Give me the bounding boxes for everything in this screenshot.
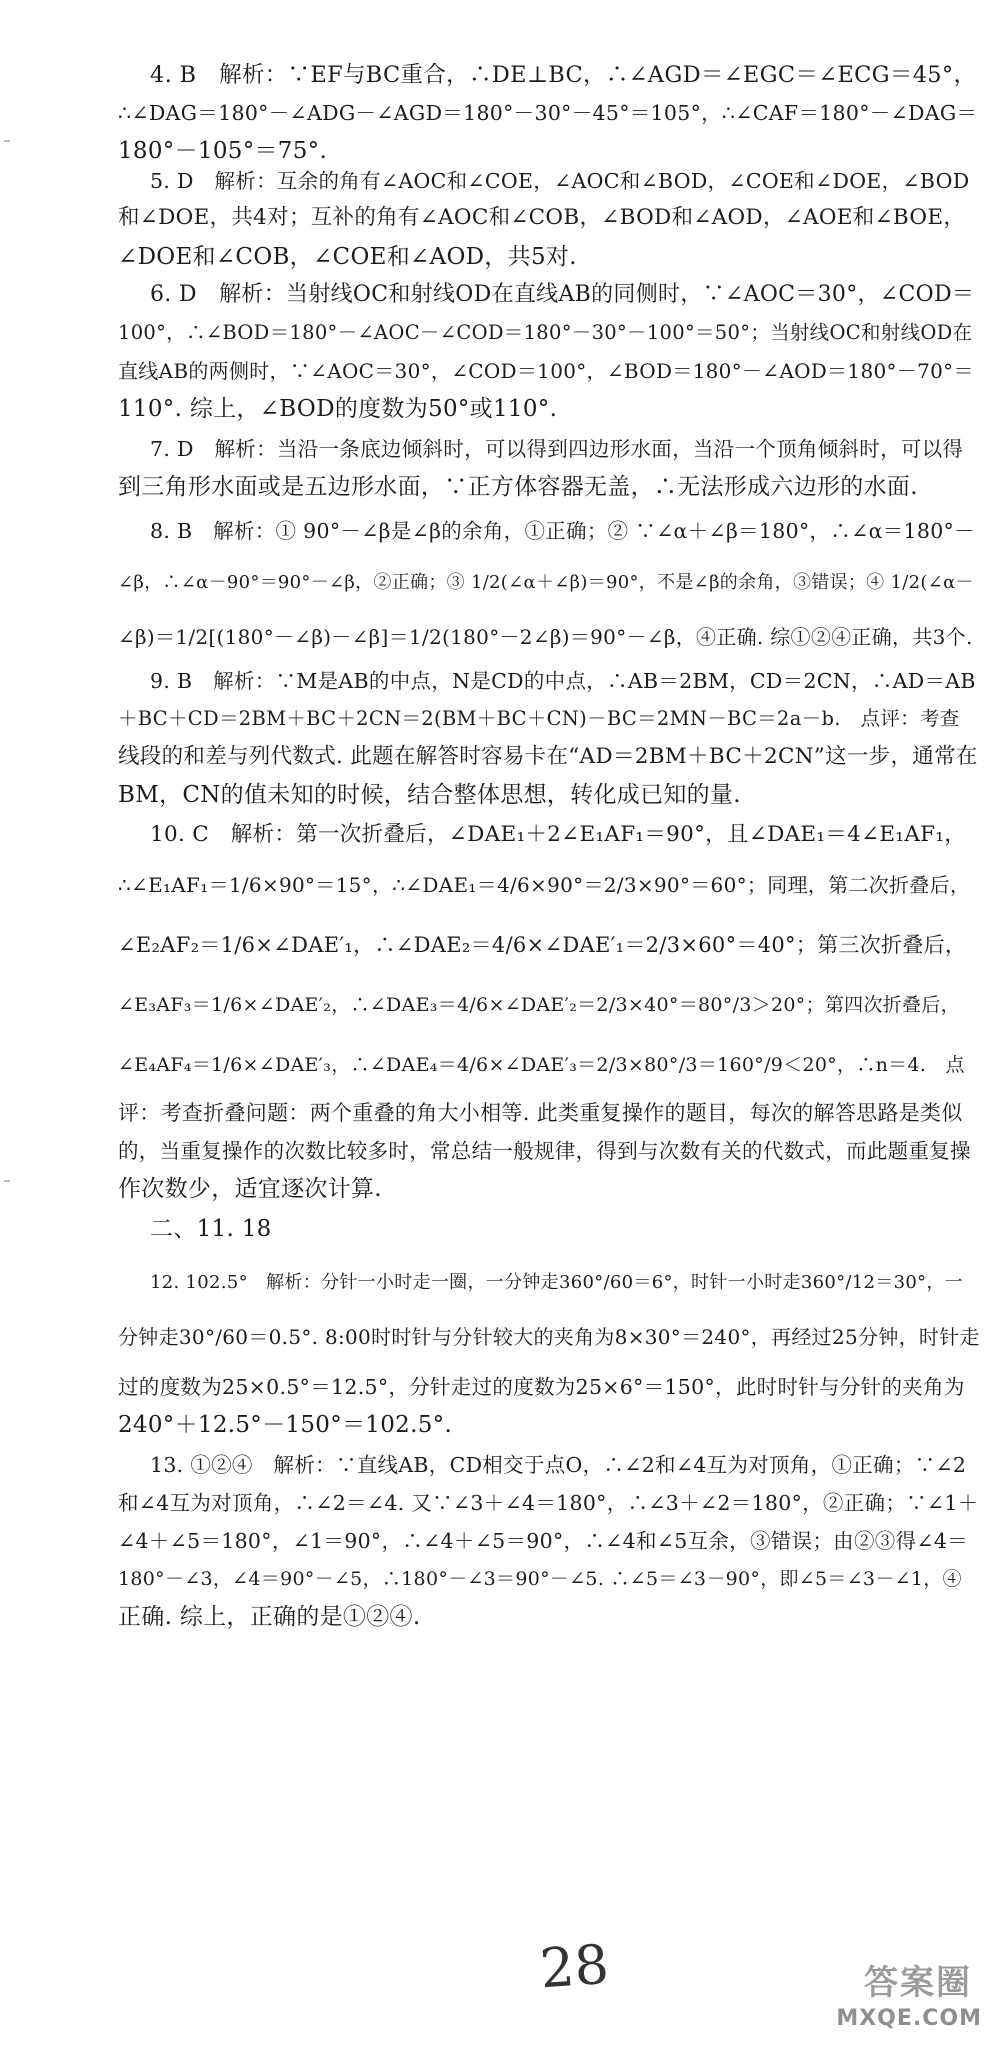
watermark (822, 1955, 982, 2035)
q12-line-3: 过的度数为25×0.5°＝12.5°，分针走过的度数为25×6°＝150°，此时时针与分针的夹角为 (118, 1375, 965, 1399)
handwritten-page-number: 28 (537, 1932, 611, 2001)
q7-line-2: 到三角形水面或是五边形水面，∵正方体容器无盖，∴无法形成六边形的水面. (118, 474, 918, 500)
q9-line-2: ＋BC＋CD＝2BM＋BC＋2CN＝2(BM＋BC＋CN)－BC＝2MN－BC＝2a－b. 点评：考查 (118, 707, 960, 730)
q6-line-1: 6. D 解析：当射线OC和射线OD在直线AB的同侧时，∵∠AOC＝30°，∠COD＝ (150, 282, 975, 307)
q13-line-2: 和∠4互为对顶角，∴∠2＝∠4. 又∵∠3＋∠4＝180°，∴∠3＋∠2＝180°，②正确；∵∠1＋ (118, 1491, 979, 1515)
q8-line-3: ∠β)＝1/2[(180°－∠β)－∠β]＝1/2(180°－2∠β)＝90°－∠β，④正确. 综①②④正确，共3个. (118, 625, 973, 649)
q9-line-3: 线段的和差与列代数式. 此题在解答时容易卡在“AD＝2BM＋BC＋2CN”这一步，通常在 (118, 744, 978, 769)
margin-mark (4, 1180, 10, 1182)
q8-line-2: ∠β，∴∠α－90°＝90°－∠β，②正确；③ 1/2(∠α＋∠β)＝90°，不是∠β的余角，③错误；④ 1/2(∠α－ (118, 572, 974, 593)
watermark-logo: 答案圈 (864, 1963, 972, 2003)
q5-line-2: 和∠DOE，共4对；互补的角有∠AOC和∠COB，∠BOD和∠AOD，∠AOE和∠BOE， (118, 205, 966, 230)
q13-line-3: ∠4＋∠5＝180°，∠1＝90°，∴∠4＋∠5＝90°，∴∠4和∠5互余，③错误；由②③得∠4＝ (118, 1529, 969, 1553)
q12-line-4: 240°＋12.5°－150°＝102.5°. (118, 1412, 453, 1438)
q4-line-3: 180°－105°＝75°. (118, 138, 328, 164)
q13-line-5: 正确. 综上，正确的是①②④. (118, 1604, 421, 1630)
q5-line-3: ∠DOE和∠COB，∠COE和∠AOD，共5对. (118, 244, 577, 270)
q8-line-1: 8. B 解析：① 90°－∠β是∠β的余角，①正确；② ∵∠α＋∠β＝180°，∴∠α＝180°－ (150, 519, 975, 543)
q10-line-6: 评：考查折叠问题：两个重叠的角大小相等. 此类重复操作的题目，每次的解答思路是类似 (118, 1101, 963, 1125)
q10-line-5: ∠E₄AF₄＝1/6×∠DAE′₃，∴∠DAE₄＝4/6×∠DAE′₃＝2/3×80°/3＝160°/9＜20°，∴n＝4. 点 (118, 1054, 965, 1076)
q5-line-1: 5. D 解析：互余的角有∠AOC和∠COE，∠AOC和∠BOD，∠COE和∠DOE，∠BOD (150, 169, 970, 193)
q10-line-7: 的，当重复操作的次数比较多时，常总结一般规律，得到与次数有关的代数式，而此题重复操 (118, 1139, 971, 1163)
q13-line-1: 13. ①②④ 解析：∵直线AB，CD相交于点O，∴∠2和∠4互为对顶角，①正确；∵∠2 (150, 1453, 967, 1477)
margin-mark (4, 140, 10, 142)
watermark-url: MXQE.COM (836, 2006, 982, 2031)
section-two-q11: 二、11. 18 (150, 1216, 272, 1242)
q6-line-2: 100°，∴∠BOD＝180°－∠AOC－∠COD＝180°－30°－100°＝50°；当射线OC和射线OD在 (118, 321, 973, 344)
q6-line-4: 110°. 综上，∠BOD的度数为50°或110°. (118, 396, 558, 422)
q12-line-2: 分钟走30°/60＝0.5°. 8:00时时针与分针较大的夹角为8×30°＝240°，再经过25分钟，时针走 (118, 1325, 980, 1349)
q10-line-1: 10. C 解析：第一次折叠后，∠DAE₁＋2∠E₁AF₁＝90°，且∠DAE₁＝4∠E₁AF₁， (150, 822, 967, 847)
q9-line-1: 9. B 解析：∵M是AB的中点，N是CD的中点，∴AB＝2BM，CD＝2CN，∴AD＝AB (150, 669, 976, 693)
q4-line-2: ∴∠DAG＝180°－∠ADG－∠AGD＝180°－30°－45°＝105°，∴∠CAF＝180°－∠DAG＝ (118, 101, 978, 125)
q7-line-1: 7. D 解析：当沿一条底边倾斜时，可以得到四边形水面，当沿一个顶角倾斜时，可以得 (150, 437, 964, 461)
q12-line-1: 12. 102.5° 解析：分针一小时走一圈，一分钟走360°/60＝6°，时针一小时走360°/12＝30°，一 (150, 1272, 963, 1293)
q10-line-8: 作次数少，适宜逐次计算. (118, 1176, 382, 1202)
q6-line-3: 直线AB的两侧时，∵∠AOC＝30°，∠COD＝100°，∠BOD＝180°－∠AOD＝180°－70°＝ (118, 359, 974, 383)
q9-line-4: BM，CN的值未知的时候，结合整体思想，转化成已知的量. (118, 782, 741, 808)
q10-line-4: ∠E₃AF₃＝1/6×∠DAE′₂，∴∠DAE₃＝4/6×∠DAE′₂＝2/3×40°＝80°/3＞20°；第四次折叠后， (118, 994, 960, 1016)
q13-line-4: 180°－∠3，∠4＝90°－∠5，∴180°－∠3＝90°－∠5. ∴∠5＝∠3－90°，即∠5＝∠3－∠1，④ (118, 1568, 962, 1590)
q10-line-2: ∴∠E₁AF₁＝1/6×90°＝15°，∴∠DAE₁＝4/6×90°＝2/3×90°＝60°；同理，第二次折叠后， (118, 873, 971, 897)
q4-line-1: 4. B 解析：∵EF与BC重合，∴DE⊥BC，∴∠AGD＝∠EGC＝∠ECG＝45°， (150, 62, 977, 88)
q10-line-3: ∠E₂AF₂＝1/6×∠DAE′₁，∴∠DAE₂＝4/6×∠DAE′₁＝2/3×60°＝40°；第三次折叠后， (118, 933, 967, 957)
